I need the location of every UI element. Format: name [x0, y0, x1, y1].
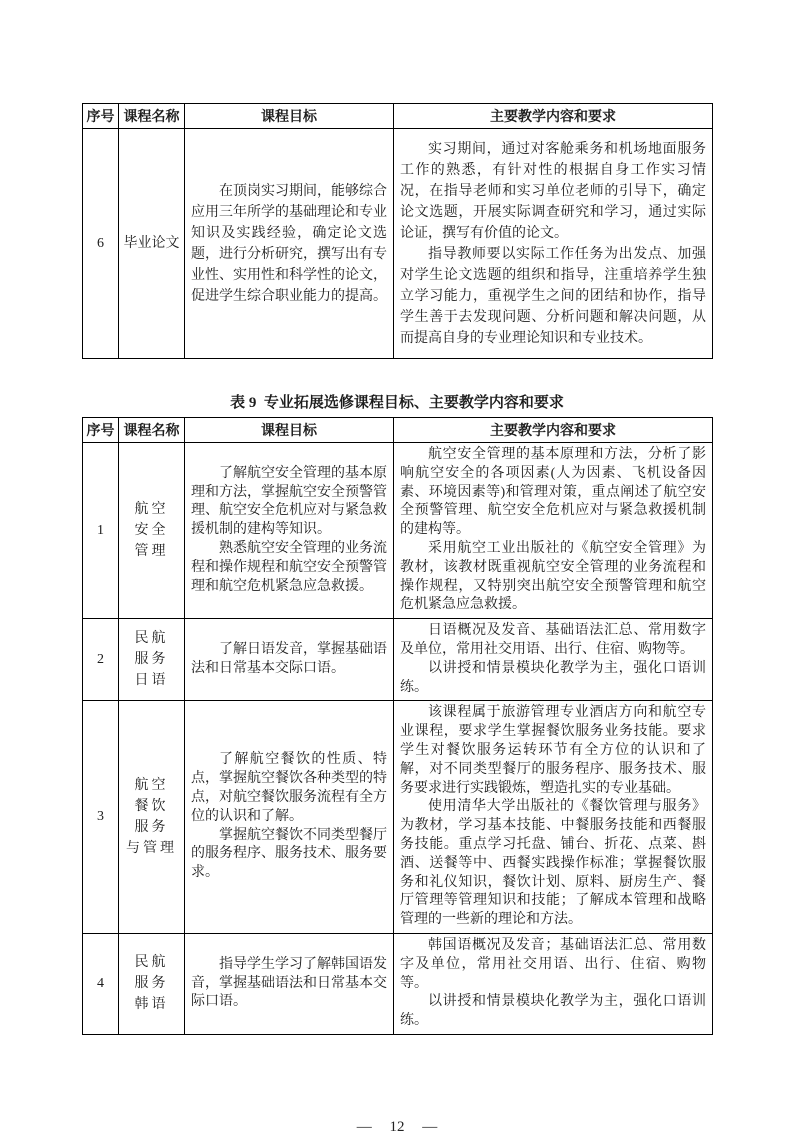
table9-header-row — [83, 418, 713, 443]
teaching-content: 韩国语概况及发音；基础语法汇总、常用数字及单位，常用社交用语、出行、住宿、购物等。 以讲授和情景模块化教学为主，强化口语训练。 — [394, 933, 713, 1034]
row-number: 2 — [83, 619, 119, 701]
table9-header-course-name: 课程名称 — [119, 418, 185, 443]
course-name: 民航 服务 日语 — [119, 619, 185, 701]
row-number: 4 — [83, 933, 119, 1034]
course-objectives: 了解航空安全管理的基本原理和方法，掌握航空安全预警管理、航空安全危机应对与紧急救援机制的建构等知识。 熟悉航空安全管理的业务流程和操作规程和航空安全预警管理和航空危机紧急应急救援。 — [185, 443, 394, 619]
course-name: 航空 安全 管理 — [119, 443, 185, 619]
teaching-content: 日语概况及发音、基础语法汇总、常用数字及单位，常用社交用语、出行、住宿、购物等。 以讲授和情景模块化教学为主，强化口语训练。 — [394, 619, 713, 701]
page-number: — 12 — — [356, 1118, 438, 1135]
table9-header-objectives: 课程目标 — [185, 418, 394, 443]
table1-header-content: 主要教学内容和要求 — [394, 104, 713, 129]
course-objectives: 了解航空餐饮的性质、特点，掌握航空餐饮各种类型的特点，对航空餐饮服务流程有全方位的认识和了解。 掌握航空餐饮不同类型餐厅的服务程序、服务技术、服务要求。 — [185, 701, 394, 934]
table9-row-4 — [83, 933, 713, 1034]
table9-row-1 — [83, 443, 713, 619]
row-number: 3 — [83, 701, 119, 934]
row-number: 1 — [83, 443, 119, 619]
table9-row-2 — [83, 619, 713, 701]
table1-header-objectives: 课程目标 — [185, 104, 394, 129]
teaching-content: 航空安全管理的基本原理和方法，分析了影响航空安全的各项因素(人为因素、飞机设备因素、环境因素等)和管理对策，重点阐述了航空安全预警管理、航空安全危机应对与紧急救援机制的建构等。 采用航空工业出版社的《航空安全管理》为教材，该教材既重视航空安全管理的业务流程和操作规程，又特别突出航空安全预警管理和航空危机紧急应急救援。 — [394, 443, 713, 619]
table1-header-course-name: 课程名称 — [119, 104, 185, 129]
course-name: 毕业论文 — [119, 129, 185, 359]
table1-row-6 — [83, 129, 713, 359]
table1-header-no: 序号 — [83, 104, 119, 129]
course-objectives: 在顶岗实习期间，能够综合应用三年所学的基础理论和专业知识及实践经验，确定论文选题，进行分析研究，撰写出有专业性、实用性和科学性的论文，促进学生综合职业能力的提高。 — [185, 129, 394, 359]
table9-header-no: 序号 — [83, 418, 119, 443]
table9-elective-courses — [82, 417, 713, 1035]
course-objectives: 了解日语发音，掌握基础语法和日常基本交际口语。 — [185, 619, 394, 701]
table9-title: 表 9 专业拓展选修课程目标、主要教学内容和要求 — [230, 395, 564, 411]
course-objectives: 指导学生学习了解韩国语发音，掌握基础语法和日常基本交际口语。 — [185, 933, 394, 1034]
course-table-continued — [82, 103, 713, 359]
teaching-content: 该课程属于旅游管理专业酒店方向和航空专业课程，要求学生掌握餐饮服务业务技能。要求学生对餐饮服务运转环节有全方位的认识和了解，对不同类型餐厅的服务程序、服务技术、服务要求进行实践锻炼，塑造扎实的专业基础。 使用清华大学出版社的《餐饮管理与服务》为教材，学习基本技能、中餐服务技能和西餐服务技能。重点学习托盘、铺台、折花、点菜、斟酒、送餐等中、西餐实践操作标准；掌握餐饮服务和礼仪知识，餐饮计划、原料、厨房生产、餐厅管理等管理知识和技能；了解成本管理和战略管理的一些新的理论和方法。 — [394, 701, 713, 934]
row-number: 6 — [83, 129, 119, 359]
teaching-content: 实习期间，通过对客舱乘务和机场地面服务工作的熟悉，有针对性的根据自身工作实习情况，在指导老师和实习单位老师的引导下，确定论文选题，开展实际调查研究和学习，通过实际论证，撰写有价值的论文。 指导教师要以实际工作任务为出发点、加强对学生论文选题的组织和指导，注重培养学生独立学习能力，重视学生之间的团结和协作，指导学生善于去发现问题、分析问题和解决问题，从而提高自身的专业理论知识和专业技术。 — [394, 129, 713, 359]
table9-row-3 — [83, 701, 713, 934]
table1-header-row — [83, 104, 713, 129]
course-name: 航空 餐饮 服务 与管理 — [119, 701, 185, 934]
course-name: 民航 服务 韩语 — [119, 933, 185, 1034]
table9-header-content: 主要教学内容和要求 — [394, 418, 713, 443]
